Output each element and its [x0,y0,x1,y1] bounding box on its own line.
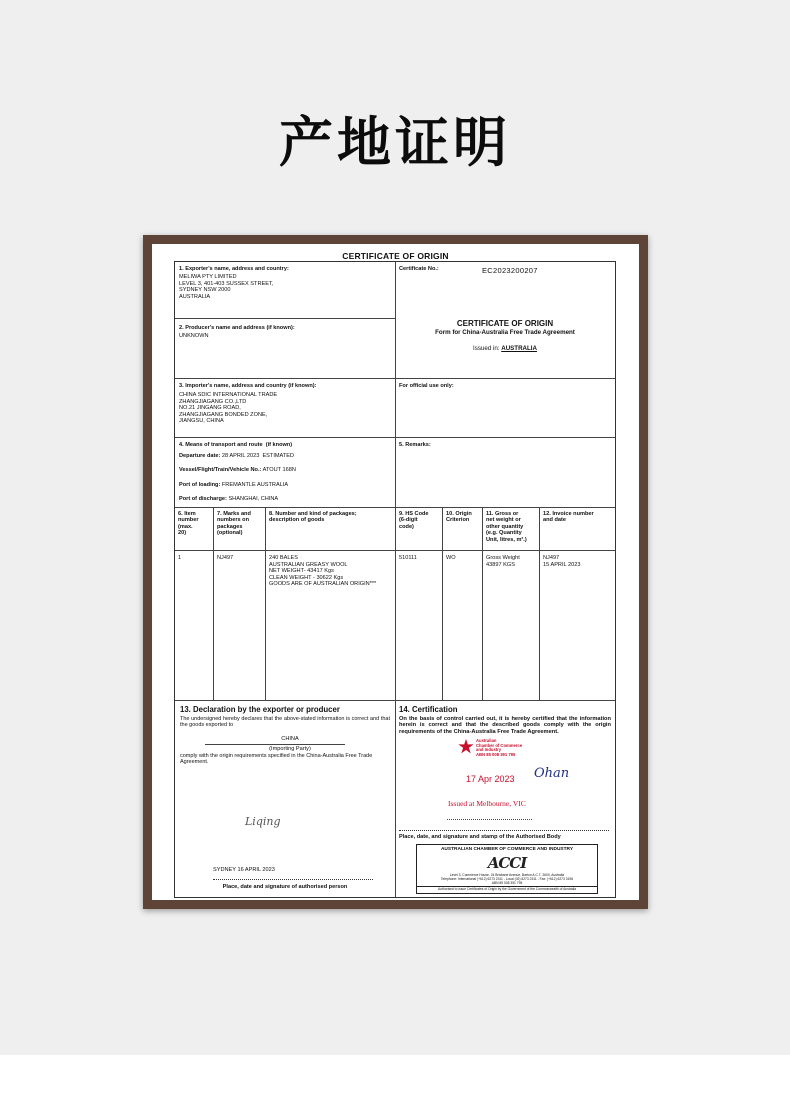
producer-value: UNKNOWN [179,333,209,339]
exporter-label: 1. Exporter's name, address and country: [179,266,289,272]
importer-line-4: ZHANGJIAGANG BONDED ZONE, [179,411,268,418]
certificate-no-value: EC2023200207 [482,266,538,275]
form-subtitle: Form for China-Australia Free Trade Agreement [435,329,575,336]
chamber-logo-text: Australian Chamber of Commerce and Industry ABN 85 008 391 795 [476,738,523,757]
loading-label: Port of loading: [179,482,221,488]
declaration-text-2: comply with the origin requirements specified in the China-Australia Free Trade Agreement. [180,753,373,766]
vessel-no [179,467,296,474]
certificate-form [174,261,616,898]
exporter-line-3: SYDNEY NSW 2000 [179,287,231,294]
acci-logo: ACCI [487,854,527,872]
certifier-signature: Ohan [534,766,570,781]
declaration-footer: Place, date and signature of authorised person [222,884,348,890]
remarks-label: 5. Remarks: [399,442,431,448]
departure-label: Departure date: [179,453,221,459]
importer-line-2: ZHANGJIAGANG CO.,LTD [179,398,247,405]
port-of-discharge [179,496,278,503]
certificate-header: CERTIFICATE OF ORIGIN [342,251,449,261]
discharge-value: SHANGHAI, CHINA [228,496,279,502]
row-marks: NJ497 [217,555,234,561]
page-title: 产地证明 [279,111,511,174]
star-logo-icon [458,739,474,755]
column-header-goods: 8. Number and kind of packages; description of goods [269,511,357,524]
column-header-hs-code: 9. HS Code (6-digit code) [399,511,429,530]
column-header-weight: 11. Gross or net weight or other quantity (e.g. Quantity Unit, litres, m³.) [486,511,527,543]
row-goods: 240 BALES AUSTRALIAN GREASY WOOL NET WEIGHT- 43417 Kgs CLEAN WEIGHT - 30622 Kgs GOODS ARE OF AUSTRALIAN ORIGIN*** [269,555,377,588]
transport-label: 4. Means of transport and route (if known) [179,442,293,448]
declaration-country: CHINA [281,736,299,742]
stamp-address: Level 3, Commerce House, 24 Brisbane Avenue, Barton A.C.T. 2600, Australia Telephone: International (+612) 6273 2311 - Local (02) 6273 2311 - Fax: (+612) 6273 3196 ABN 85 008 391 795 [440,873,574,885]
declaration-text-1: The undersigned hereby declares that the above-stated information is correct and that the goods exported to [180,716,390,729]
departure-date [179,453,294,460]
exporter-line-4: AUSTRALIA [179,293,211,300]
loading-value: FREMANTLE AUSTRALIA [221,482,289,488]
departure-value: 28 APRIL 2023 ESTIMATED [221,453,295,459]
certification-date: 17 Apr 2023 [466,774,515,784]
exporter-line-1: MELIWA PTY LIMITED [179,274,237,280]
row-criterion: WO [446,555,456,561]
certificate-no-label: Certificate No.: [399,266,439,272]
certification-text: On the basis of control carried out, it is hereby certified that the information herein is correct and that the described goods comply with the origin requirements of the China-Australia Free Trade Agreement. [399,716,611,735]
column-header-marks: 7. Marks and numbers on packages (optional) [217,511,251,537]
importer-label: 3. Importer's name, address and country (if known): [179,383,317,389]
column-header-item: 6. Item number (max. 20) [178,511,199,537]
issued-at: Issued at Melbourne, VIC [448,799,526,808]
exporter-line-2: LEVEL 3, 401-403 SUSSEX STREET, [179,280,274,287]
column-header-criterion: 10. Origin Criterion [446,511,472,524]
row-invoice: NJ497 15 APRIL 2023 [543,555,581,568]
issued-in-value: AUSTRALIA [501,345,537,352]
official-use-label: For official use only: [399,383,454,389]
importing-party-label: (Importing Party) [269,746,311,752]
certification-footer: Place, date, and signature and stamp of the Authorised Body [399,834,561,840]
form-title: CERTIFICATE OF ORIGIN [456,319,554,328]
certificate-document [152,244,639,900]
chamber-stamp [416,844,598,894]
importer-line-5: JIANGSU, CHINA [179,418,224,425]
certification-title: 14. Certification [399,705,458,714]
row-hs-code: 510111 [399,555,417,561]
exporter-signature: Liqing [245,815,281,828]
importer-line-1: CHINA SDIC INTERNATIONAL TRADE [179,392,278,398]
declaration-place-date: SYDNEY 16 APRIL 2023 [213,867,275,873]
discharge-label: Port of discharge: [179,496,227,502]
stamp-note: Authorised to issue Certificates of Origin by the Government of the Commonwealth of Australia [438,887,576,891]
importer-line-3: NO.21 JINGANG ROAD, [179,405,241,412]
vessel-label: Vessel/Flight/Train/Vehicle No.: [179,467,262,473]
column-header-invoice: 12. Invoice number and date [543,511,594,524]
stamp-title: AUSTRALIAN CHAMBER OF COMMERCE AND INDUSTRY [440,847,574,852]
issued-in-label: Issued in: [473,345,500,352]
declaration-title: 13. Declaration by the exporter or producer [180,705,340,714]
vessel-value: ATOUT 168N [262,467,296,473]
issued-in [395,345,615,352]
port-of-loading [179,482,288,489]
producer-label: 2. Producer's name and address (if known): [179,325,295,331]
row-weight: Gross Weight 43897 KGS [486,555,520,568]
row-item: 1 [178,555,182,561]
